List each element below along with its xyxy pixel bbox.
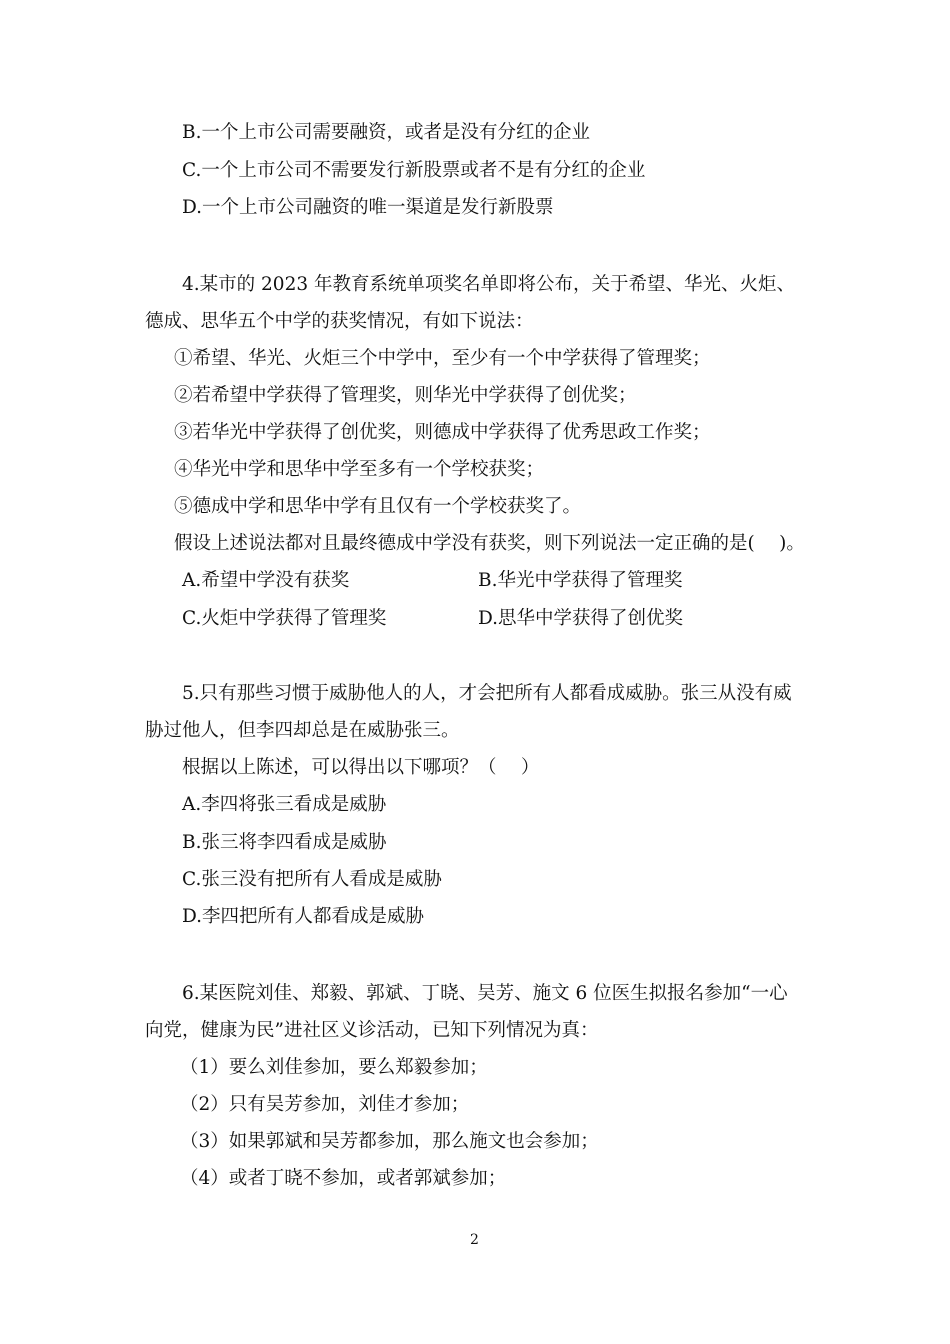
q4-statement: ⑤德成中学和思华中学有且仅有一个学校获奖了。	[174, 496, 582, 517]
q4-stem-line-2: 德成、思华五个中学的获奖情况，有如下说法：	[145, 311, 534, 332]
q4-option-d: D.思华中学获得了创优奖	[478, 608, 684, 629]
q5-option-a: A.李四将张三看成是威胁	[182, 794, 387, 815]
q3-option-c: C.一个上市公司不需要发行新股票或者不是有分红的企业	[182, 160, 646, 181]
q4-option-b: B.华光中学获得了管理奖	[478, 570, 683, 591]
page-number: 2	[470, 1232, 479, 1248]
q4-statement: ①希望、华光、火炬三个中学中，至少有一个中学获得了管理奖；	[174, 348, 711, 369]
q4-statement: ②若希望中学获得了管理奖，则华光中学获得了创优奖；	[174, 385, 637, 406]
q3-option-b: B.一个上市公司需要融资，或者是没有分红的企业	[182, 122, 590, 143]
q5-option-d: D.李四把所有人都看成是威胁	[182, 906, 425, 927]
q6-stem-line-1: 6.某医院刘佳、郑毅、郭斌、丁晓、吴芳、施文 6 位医生拟报名参加“一心	[182, 983, 788, 1004]
q6-condition: （4）或者丁晓不参加，或者郭斌参加；	[180, 1168, 507, 1189]
q4-statement: ④华光中学和思华中学至多有一个学校获奖；	[174, 459, 545, 480]
q6-condition: （1）要么刘佳参加，要么郑毅参加；	[180, 1057, 488, 1078]
q5-question: 根据以上陈述，可以得出以下哪项？（ ）	[182, 757, 540, 778]
q5-option-b: B.张三将李四看成是威胁	[182, 832, 387, 853]
q4-option-c: C.火炬中学获得了管理奖	[182, 608, 387, 629]
q4-statement: ③若华光中学获得了创优奖，则德成中学获得了优秀思政工作奖；	[174, 422, 711, 443]
q6-stem-line-2: 向党，健康为民”进社区义诊活动，已知下列情况为真：	[145, 1020, 599, 1041]
q4-option-a: A.希望中学没有获奖	[182, 570, 350, 591]
q5-stem-line-2: 胁过他人，但李四却总是在威胁张三。	[145, 720, 460, 741]
q6-condition: （2）只有吴芳参加，刘佳才参加；	[180, 1094, 470, 1115]
q3-option-d: D.一个上市公司融资的唯一渠道是发行新股票	[182, 197, 554, 218]
q5-option-c: C.张三没有把所有人看成是威胁	[182, 869, 442, 890]
q5-stem-line-1: 5.只有那些习惯于威胁他人的人，才会把所有人都看成威胁。张三从没有威	[182, 683, 792, 704]
q4-stem-line-1: 4.某市的 2023 年教育系统单项奖名单即将公布，关于希望、华光、火炬、	[182, 274, 795, 295]
q6-condition: （3）如果郭斌和吴芳都参加，那么施文也会参加；	[180, 1131, 599, 1152]
q4-question: 假设上述说法都对且最终德成中学没有获奖，则下列说法一定正确的是( )。	[174, 533, 805, 554]
